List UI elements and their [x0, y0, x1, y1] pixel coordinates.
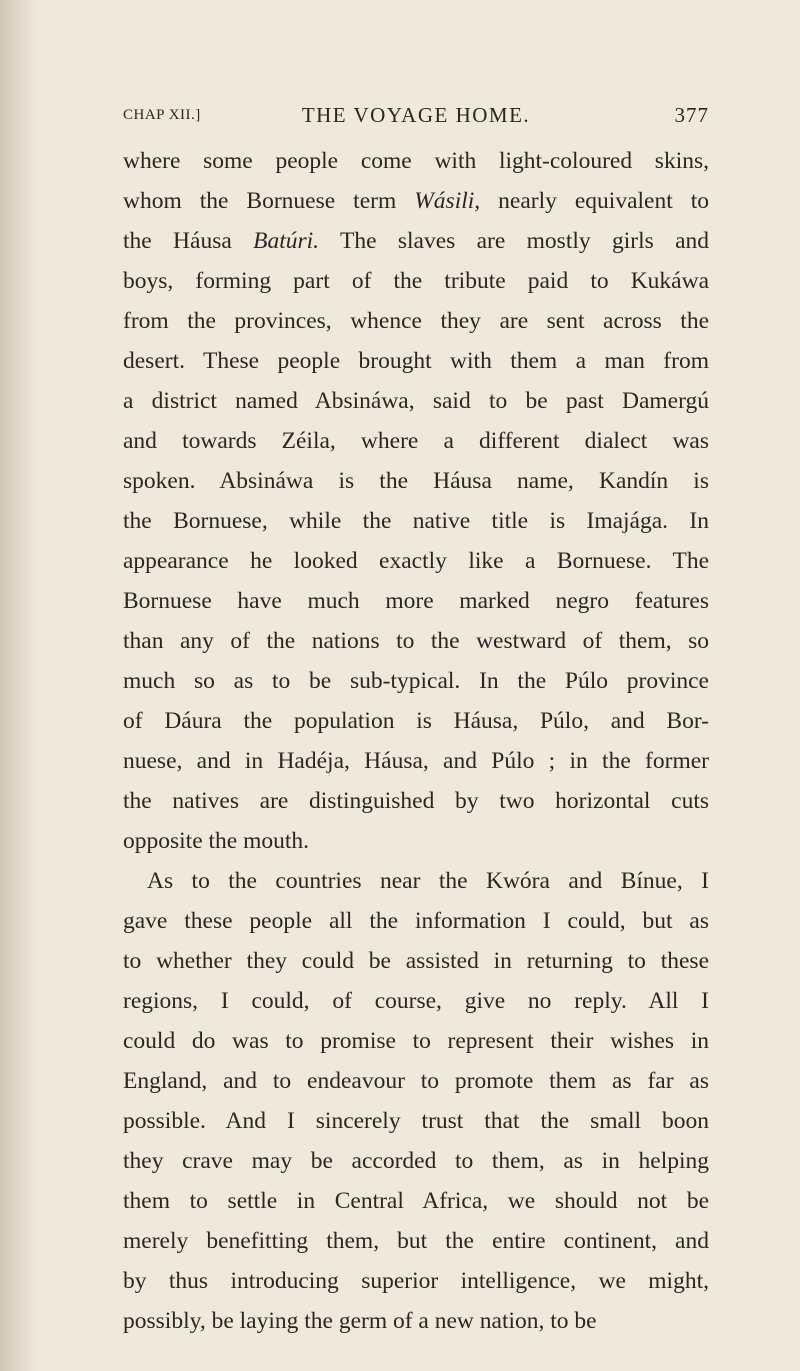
text-line [123, 181, 709, 221]
text-line [123, 1061, 709, 1101]
text-run: spoken. Absináwa is the Háusa name, Kandín is [123, 468, 709, 494]
text-run: nearly equivalent to [480, 188, 710, 214]
text-line [123, 941, 709, 981]
text-run: the natives are distinguished by two horizontal cuts [123, 788, 709, 814]
text-line [123, 821, 709, 861]
italic-term: Batúri. [253, 228, 320, 254]
text-run: England, and to endeavour to promote them as far as [123, 1068, 709, 1094]
text-line [123, 1261, 709, 1301]
text-run: whom the Bornuese term [123, 188, 415, 214]
text-run: gave these people all the information I could, but as [123, 908, 709, 934]
text-line [123, 221, 709, 261]
text-run: and towards Zéila, where a different dialect was [123, 428, 709, 454]
text-line [123, 541, 709, 581]
text-line [123, 1221, 709, 1261]
paragraph [123, 861, 709, 1341]
text-line [123, 901, 709, 941]
text-line [123, 621, 709, 661]
text-line [123, 741, 709, 781]
page-number: 377 [674, 103, 709, 127]
text-run: much so as to be sub-typical. In the Púlo province [123, 668, 709, 694]
text-line [123, 421, 709, 461]
text-run: the Háusa [123, 228, 254, 254]
text-run: opposite the mouth. [123, 828, 310, 854]
text-line [123, 1021, 709, 1061]
text-run: merely benefitting them, but the entire continent, and [123, 1228, 709, 1254]
text-run: where some people come with light-coloured skins, [123, 148, 709, 174]
text-run: by thus introducing superior intelligence, we might, [123, 1268, 709, 1294]
text-run: could do was to promise to represent their wishes in [123, 1028, 709, 1054]
text-line [123, 701, 709, 741]
text-run: than any of the nations to the westward of them, so [123, 628, 709, 654]
text-run: from the provinces, whence they are sent across the [123, 308, 709, 334]
text-run: a district named Absináwa, said to be past Damergú [123, 388, 709, 414]
text-run: boys, forming part of the tribute paid to Kukáwa [123, 268, 709, 294]
paragraph [123, 141, 709, 861]
text-line [123, 981, 709, 1021]
text-line [123, 781, 709, 821]
text-run: possible. And I sincerely trust that the small boon [123, 1108, 709, 1134]
text-line [123, 261, 709, 301]
text-run: they crave may be accorded to them, as in helping [123, 1148, 709, 1174]
text-run: regions, I could, of course, give no reply. All I [123, 988, 709, 1014]
text-run: possibly, be laying the germ of a new nation, to be [123, 1308, 597, 1334]
text-line [123, 461, 709, 501]
text-run: nuese, and in Hadéja, Háusa, and Púlo ; in the former [123, 748, 709, 774]
text-line [123, 501, 709, 541]
text-line [123, 661, 709, 701]
body-text [123, 141, 709, 1341]
text-line [123, 1141, 709, 1181]
text-run: desert. These people brought with them a man from [123, 348, 709, 374]
text-run: appearance he looked exactly like a Bornuese. The [123, 548, 709, 574]
text-run: As to the countries near the Kwóra and Bínue, I [147, 868, 709, 894]
text-run: them to settle in Central Africa, we should not be [123, 1188, 709, 1214]
chapter-label: CHAP XII.] [123, 107, 201, 123]
running-head [123, 103, 709, 133]
text-line [123, 301, 709, 341]
text-line [123, 581, 709, 621]
running-title: THE VOYAGE HOME. [301, 103, 531, 127]
text-line [123, 141, 709, 181]
text-line [123, 381, 709, 421]
text-line [123, 1301, 709, 1341]
text-run: to whether they could be assisted in returning to these [123, 948, 709, 974]
text-run: The slaves are mostly girls and [319, 228, 710, 254]
italic-term: Wásili, [414, 188, 481, 214]
text-run: of Dáura the population is Háusa, Púlo, and Bor- [123, 708, 709, 734]
text-line [123, 1101, 709, 1141]
text-line [123, 1181, 709, 1221]
text-line [123, 861, 709, 901]
text-line [123, 341, 709, 381]
text-run: Bornuese have much more marked negro features [123, 588, 709, 614]
text-run: the Bornuese, while the native title is Imajága. In [123, 508, 709, 534]
